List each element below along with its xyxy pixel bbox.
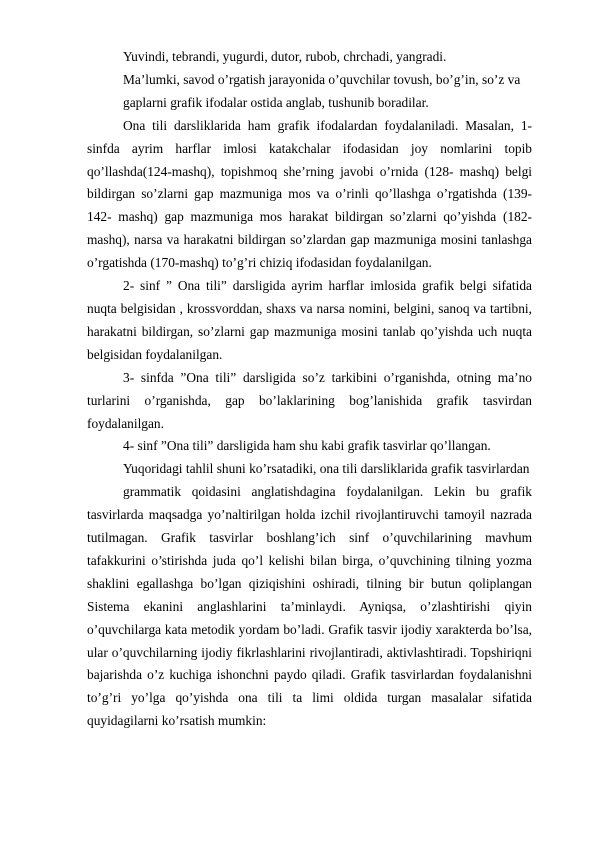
- paragraph-grade-1: Ona tili darsliklarida ham grafik ifodalardan foydalaniladi. Masalan, 1-sinfda ayrim harflar imlosi katakchalar ifodasidan joy nomlarini topib qo’llashda(124-mashq), topishmoq she’rning javobi o’rnida (128- mashq) belgi bildirgan so’zlarni gap mazmuniga mos va o’rinli qo’llashga o’rgatishda (139- 142- mashq) gap mazmuniga mos harakat bildirgan so’zlarni qo’yishda (182- mashq), narsa va harakatni bildirgan so’zlardan gap mazmuniga mosini tanlashga o’rgatishda (170-mashq) to’g’ri chiziq ifodasidan foydalanilgan.: [87, 117, 532, 271]
- document-page: [87, 46, 532, 733]
- paragraph-example-words: Yuvindi, tebrandi, yugurdi, dutor, rubob, chrchadi, yangradi.: [123, 49, 447, 64]
- paragraph-analysis-body: grammatik qoidasini anglatishdagina foydalanilgan. Lekin bu grafik tasvirlarda maqsadga yo’naltirilgan holda izchil rivojlantiruvchi tamoyil nazrada tutilmagan. Grafik tasvirlar boshlang’ich sinf o’quvchilarining mavhum tafakkurini o’stirishda juda qo’l kelishi bilan birga, o’quvchining tilning yozma shaklini egallashga bo’lgan qiziqishini oshiradi, tilning bir butun qoliplangan Sistema ekanini anglashlarini ta’minlaydi. Ayniqsa, o’zlashtirishi qiyin o’quvchilarga kata metodik yordam bo’ladi. Grafik tasvir ijodiy xarakterda bo’lsa, ular o’quvchilarning ijodiy fikrlashlarini rivojlantiradi, aktivlashtiradi. Topshiriqni bajarishda o’z kuchiga ishonchni paydo qiladi. Grafik tasvirlardan foydalanishni to’g’ri yo’lga qo’yishda ona tili ta limi oldida turgan masalalar sifatida quyidagilarni ko’rsatish mumkin:: [87, 484, 532, 729]
- paragraph-grade-3: 3- sinfda ”Ona tili” darsligida so’z tarkibini o’rganishda, otning ma’no turlarini o’rganishda, gap bo’laklarining bog’lanishida grafik tasvirdan foydalanilgan.: [87, 369, 532, 431]
- paragraph-grade-4: 4- sinf ”Ona tili” darsligida ham shu kabi grafik tasvirlar qo’llangan.: [123, 438, 491, 454]
- paragraph-grade-2: 2- sinf ” Ona tili” darsligida ayrim harflar imlosida grafik belgi sifatida nuqta belgisidan , krossvorddan, shaxs va narsa nomini, belgini, sanoq va tartibni, harakatni bildirgan, so’zlarni gap mazmuniga mosini tanlab qo’yishda uch nuqta belgisidan foydalanilgan.: [87, 278, 532, 362]
- paragraph-literacy-intro: Ma’lumki, savod o’rgatish jarayonida o’quvchilar tovush, bo’g’in, so’z va: [123, 71, 521, 87]
- paragraph-analysis-intro: Yuqoridagi tahlil shuni ko’rsatadiki, ona tili darsliklarida grafik tasvirlardan: [123, 461, 530, 477]
- paragraph-literacy-continued: gaplarni grafik ifodalar ostida anglab, tushunib boradilar.: [123, 94, 429, 110]
